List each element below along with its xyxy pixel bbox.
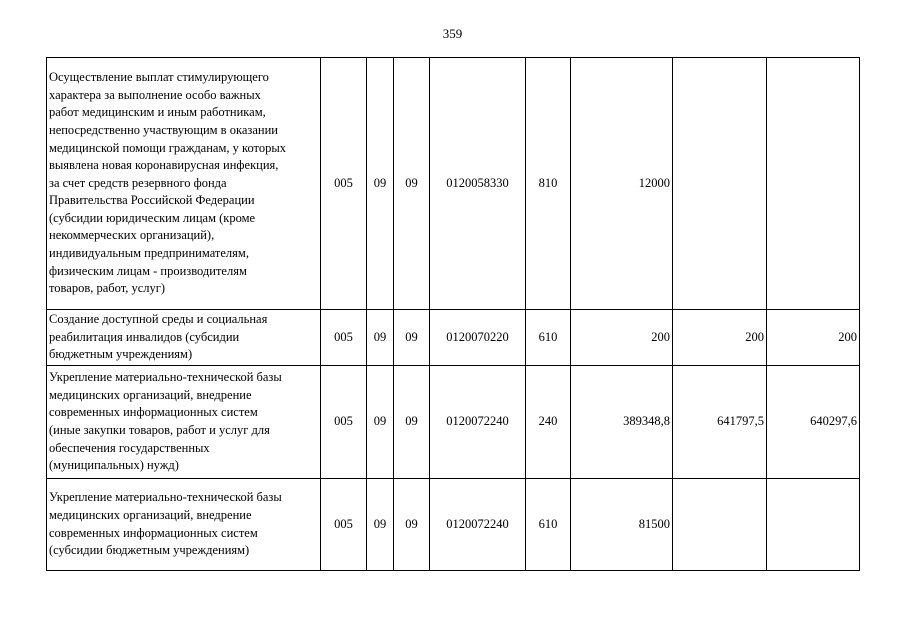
expense-name-line: Создание доступной среды и социальная bbox=[49, 312, 268, 327]
sum-year-2-cell: 641797,5 bbox=[673, 366, 767, 479]
expense-name-line: медицинских организаций, внедрение bbox=[49, 387, 252, 402]
sum-year-3-cell bbox=[767, 58, 860, 310]
target-article-cell: 0120070220 bbox=[430, 310, 526, 366]
ministry-code-cell: 005 bbox=[321, 366, 367, 479]
sum-year-2-cell bbox=[673, 479, 767, 571]
expense-name-line: работ медицинским и иным работникам, bbox=[49, 105, 266, 120]
target-article-cell: 0120072240 bbox=[430, 366, 526, 479]
expense-name-line: физическим лицам - производителям bbox=[49, 263, 247, 278]
table-row bbox=[47, 479, 860, 571]
expense-name-line: Правительства Российской Федерации bbox=[49, 193, 255, 208]
sum-year-1-cell: 200 bbox=[571, 310, 673, 366]
expense-name-line: современных информационных систем bbox=[49, 405, 258, 420]
expense-name-line: реабилитация инвалидов (субсидии bbox=[49, 329, 240, 344]
expense-name-line: медицинской помощи гражданам, у которых bbox=[49, 140, 286, 155]
expense-name-line: современных информационных систем bbox=[49, 525, 258, 540]
expense-name-cell bbox=[47, 366, 321, 479]
expense-type-cell: 810 bbox=[526, 58, 571, 310]
expense-type-cell: 240 bbox=[526, 366, 571, 479]
ministry-code-cell: 005 bbox=[321, 479, 367, 571]
subsection-code-cell: 09 bbox=[394, 366, 430, 479]
expense-type-cell: 610 bbox=[526, 310, 571, 366]
page-number: 359 bbox=[442, 26, 463, 41]
target-article-cell: 0120058330 bbox=[430, 58, 526, 310]
expense-name-line: (субсидии юридическим лицам (кроме bbox=[49, 210, 256, 225]
sum-year-1-cell: 81500 bbox=[571, 479, 673, 571]
sum-year-3-cell bbox=[767, 479, 860, 571]
expense-name-line: (муниципальных) нужд) bbox=[49, 458, 179, 473]
expense-name-line: непосредственно участвующим в оказании bbox=[49, 122, 278, 137]
sum-year-1-cell: 389348,8 bbox=[571, 366, 673, 479]
expense-name-line: выявлена новая коронавирусная инфекция, bbox=[49, 158, 279, 173]
table-row bbox=[47, 366, 860, 479]
section-code-cell: 09 bbox=[367, 310, 394, 366]
expense-name-line: Укрепление материально-технической базы bbox=[49, 370, 282, 385]
table-body bbox=[47, 58, 860, 571]
table-row bbox=[47, 58, 860, 310]
expense-name-line: (иные закупки товаров, работ и услуг для bbox=[49, 423, 270, 437]
target-article-cell: 0120072240 bbox=[430, 479, 526, 571]
table-row bbox=[47, 310, 860, 366]
expense-name-cell bbox=[47, 310, 321, 366]
expense-name-line: Осуществление выплат стимулирующего bbox=[49, 70, 269, 85]
subsection-code-cell: 09 bbox=[394, 58, 430, 310]
expense-name-line: медицинских организаций, внедрение bbox=[49, 507, 252, 522]
sum-year-1-cell: 12000 bbox=[571, 58, 673, 310]
expense-name-line: товаров, работ, услуг) bbox=[49, 281, 166, 296]
subsection-code-cell: 09 bbox=[394, 310, 430, 366]
expense-name-line: индивидуальным предпринимателям, bbox=[49, 246, 249, 261]
expense-name-line: некоммерческих организаций), bbox=[49, 228, 215, 243]
expense-type-cell: 610 bbox=[526, 479, 571, 571]
expense-name-line: Укрепление материально-технической базы bbox=[49, 490, 282, 505]
sum-year-3-cell: 200 bbox=[767, 310, 860, 366]
expense-name-line: за счет средств резервного фонда bbox=[49, 175, 227, 190]
subsection-code-cell: 09 bbox=[394, 479, 430, 571]
sum-year-3-cell: 640297,6 bbox=[767, 366, 860, 479]
expense-name-cell bbox=[47, 58, 321, 310]
ministry-code-cell: 005 bbox=[321, 58, 367, 310]
expense-name-line: (субсидии бюджетным учреждениям) bbox=[49, 543, 250, 558]
expense-name-line: бюджетным учреждениям) bbox=[49, 347, 193, 362]
sum-year-2-cell bbox=[673, 58, 767, 310]
expense-name-line: характера за выполнение особо важных bbox=[49, 87, 261, 102]
section-code-cell: 09 bbox=[367, 366, 394, 479]
section-code-cell: 09 bbox=[367, 58, 394, 310]
sum-year-2-cell: 200 bbox=[673, 310, 767, 366]
ministry-code-cell: 005 bbox=[321, 310, 367, 366]
expense-name-line: обеспечения государственных bbox=[49, 440, 210, 455]
expense-name-cell bbox=[47, 479, 321, 571]
section-code-cell: 09 bbox=[367, 479, 394, 571]
budget-table bbox=[46, 57, 860, 571]
